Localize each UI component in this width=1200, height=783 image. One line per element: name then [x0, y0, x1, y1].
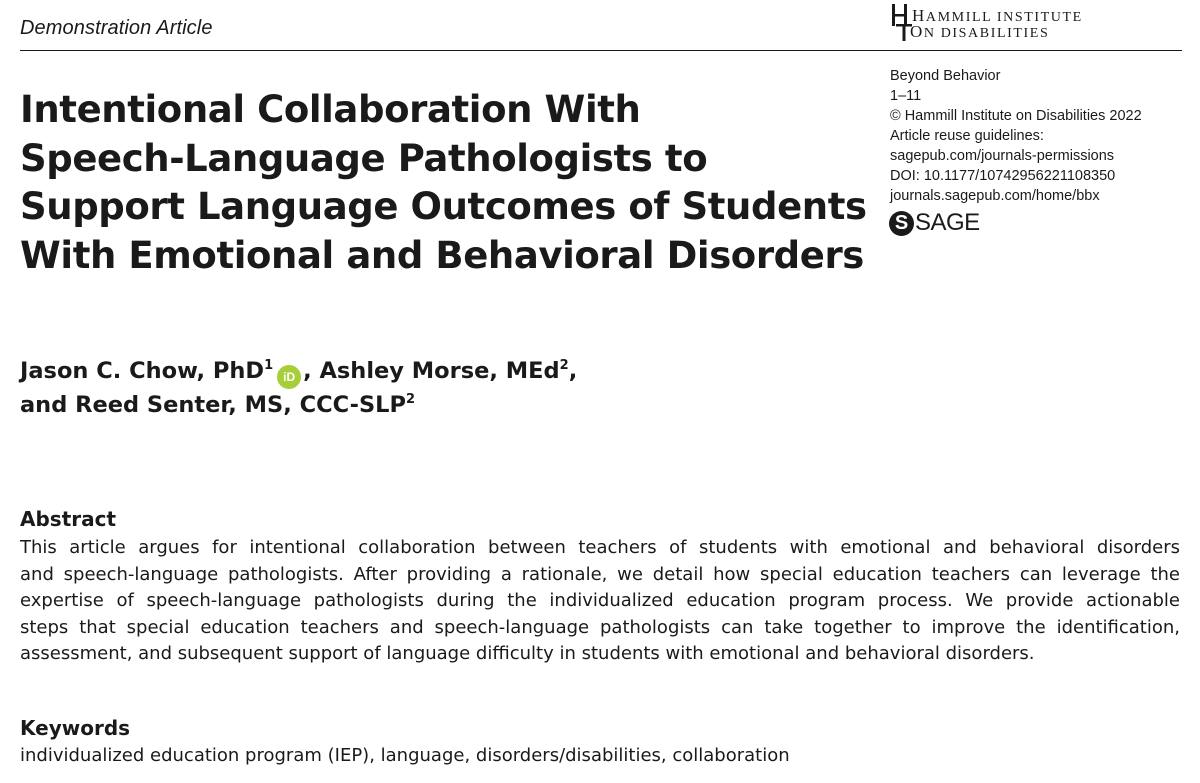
journal-name: Beyond Behavior — [890, 68, 1001, 84]
publisher-initial-1: H — [912, 6, 926, 25]
author-list — [20, 355, 577, 421]
abstract-line: expertise of speech-language pathologists during the individualized education program process. We provide actionable — [20, 590, 1180, 611]
publisher-rest-2: N DISABILITIES — [923, 26, 1050, 41]
copyright-line: © Hammill Institute on Disabilities 2022 — [890, 108, 1142, 124]
author-line-1 — [20, 355, 577, 389]
sage-logo[interactable] — [889, 209, 980, 237]
author-separator: , — [568, 358, 578, 384]
author-name: and Reed Senter, MS, CCC-SLP — [20, 392, 406, 418]
author-name: Jason C. Chow, PhD — [20, 358, 265, 384]
publisher-rest-1: AMMILL INSTITUTE — [925, 10, 1083, 25]
sage-wordmark: SAGE — [915, 209, 980, 236]
permissions-link[interactable]: sagepub.com/journals-permissions — [890, 148, 1115, 164]
article-title — [20, 86, 880, 280]
title-line: Intentional Collaboration With — [20, 88, 641, 131]
journal-home-link[interactable]: journals.sagepub.com/home/bbx — [890, 188, 1100, 204]
title-line: Support Language Outcomes of Students — [20, 185, 867, 228]
author-line-2 — [20, 389, 577, 421]
doi-link[interactable]: DOI: 10.1177/10742956221108350 — [890, 168, 1116, 184]
journal-metadata — [890, 66, 1142, 206]
affiliation-marker: 1 — [264, 358, 274, 373]
abstract-line: This article argues for intentional collaboration between teachers of students with emotional and behavioral disorders — [20, 537, 1180, 558]
affiliation-marker: 2 — [406, 392, 416, 407]
title-line: With Emotional and Behavioral Disorders — [20, 233, 864, 277]
abstract-line: assessment, and subsequent support of language difficulty in students with emotional and behavioral disorders. — [20, 643, 1035, 664]
abstract-line: and speech-language pathologists. After providing a rationale, we detail how special education teachers can leverage the — [20, 563, 1180, 585]
title-line: Speech-Language Pathologists to — [20, 136, 708, 180]
publisher-initial-2: O — [910, 22, 924, 41]
publisher-logo[interactable] — [890, 2, 1083, 42]
sage-s-icon: S — [889, 211, 914, 236]
page-range: 1–11 — [890, 88, 922, 104]
abstract-text — [20, 535, 1180, 668]
abstract-line: steps that special education teachers and speech-language pathologists can take together to improve the identification, — [20, 616, 1180, 638]
article-type-label: Demonstration Article — [20, 17, 213, 39]
orcid-icon[interactable]: iD — [277, 365, 301, 389]
publisher-name-line-2 — [910, 22, 1049, 42]
header-rule — [20, 50, 1182, 51]
keywords-text: individualized education program (IEP), language, disorders/disabilities, collaboration — [20, 745, 790, 766]
reuse-guidelines-label: Article reuse guidelines: — [890, 128, 1044, 144]
affiliation-marker: 2 — [559, 358, 569, 373]
author-name: , Ashley Morse, MEd — [303, 358, 560, 384]
abstract-heading: Abstract — [20, 507, 117, 531]
keywords-heading: Keywords — [20, 716, 131, 740]
